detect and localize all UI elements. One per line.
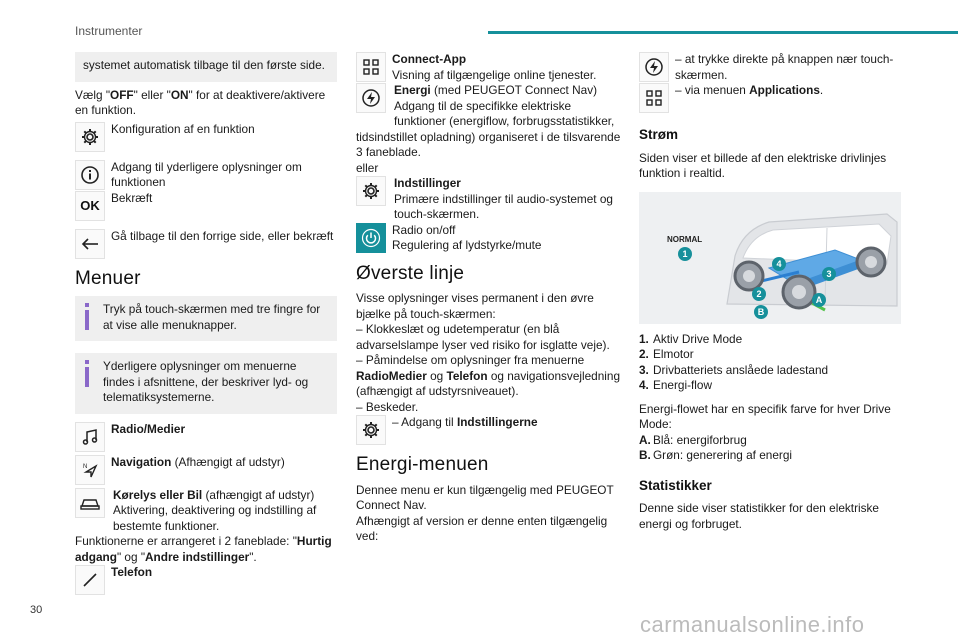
energi-menuen-heading: Energi-menuen <box>356 454 489 475</box>
info-note-text: Yderligere oplysninger om menuerne findes i afsnittene, der beskriver lyd- og telematiksystemerne. <box>103 359 309 404</box>
list-item: 3. Drivbatteriets anslåede ladestand <box>639 362 829 377</box>
overste-p2: – Klokkeslæt og udetemperatur (en blå advarselslampe lyser ved risiko for isglatte veje). <box>356 322 610 352</box>
off-label: OFF <box>110 87 134 102</box>
info-note-2 <box>75 353 337 414</box>
menu-car: Kørelys eller Bil (afhængigt af udstyr) Aktivering, deaktivering og indstilling af bestemte funktioner. <box>75 488 337 535</box>
header-accent-bar <box>488 31 958 34</box>
svg-text:3: 3 <box>826 268 832 279</box>
watermark: carmanualsonline.info <box>640 612 865 637</box>
svg-text:4: 4 <box>776 258 782 269</box>
list-item: A. Blå: energiforbrug <box>639 432 747 447</box>
callout-a <box>812 293 826 307</box>
strom-paragraph: Siden viser et billede af den elektriske drivlinjes funktion i realtid. <box>639 150 887 180</box>
info-note-text: Tryk på touch-skærmen med tre fingre for at vise alle menuknapper. <box>103 302 321 332</box>
gear-icon <box>356 415 386 445</box>
note-continuation <box>75 52 337 82</box>
svg-text:N: N <box>83 463 88 470</box>
on-label: ON <box>170 87 189 102</box>
music-note-icon <box>75 422 105 452</box>
overste-linje-heading: Øverste linje <box>356 262 465 284</box>
callout-b <box>754 305 768 319</box>
powertrain-figure <box>639 192 901 324</box>
list-item: 2. Elmotor <box>639 347 694 361</box>
column-2 <box>356 52 622 545</box>
icon-row-text: Konfiguration af en funktion <box>111 121 255 136</box>
page-number: 30 <box>30 604 43 616</box>
menu-radio-power: Radio on/off Regulering af lydstyrke/mute <box>356 223 622 254</box>
flow-list <box>639 433 901 464</box>
callout-1 <box>678 247 692 261</box>
lightning-icon <box>356 83 386 113</box>
van-illustration <box>639 192 901 324</box>
menu-label: Kørelys eller Bil <box>113 487 203 502</box>
adgang-row: – Adgang til Indstillingerne <box>356 415 622 445</box>
icon-row-info <box>75 160 337 191</box>
menu-label: Navigation <box>111 454 172 469</box>
menu-telephone <box>75 565 337 595</box>
list-item: B. Grøn: generering af energi <box>639 448 793 462</box>
flow-paragraph: Energi-flowet har en specifik farve for hver Drive Mode: <box>639 401 891 431</box>
callout-4 <box>772 257 786 271</box>
apps-grid-icon <box>356 52 386 82</box>
info-note-1 <box>75 296 337 341</box>
list-item: 1. Aktiv Drive Mode <box>639 331 743 346</box>
drive-mode-label: NORMAL <box>667 234 703 244</box>
eller-text: eller <box>356 160 379 175</box>
icon-row-configure <box>75 122 337 152</box>
menu-connect-app: Connect-App Visning af tilgængelige online tjenester. <box>356 52 622 83</box>
icon-row-text: Bekræft <box>111 190 153 205</box>
info-icon <box>85 303 89 307</box>
navigation-arrow-icon <box>75 455 105 485</box>
strom-heading: Strøm <box>639 127 679 142</box>
statistikker-paragraph: Denne side viser statistikker for den elektriske energi og forbruget. <box>639 501 879 531</box>
svg-text:1: 1 <box>682 248 688 259</box>
icon-row-text: Gå tilbage til den forrige side, eller bekræft <box>111 228 334 243</box>
car-icon <box>75 488 105 518</box>
ok-button-icon: OK <box>75 191 105 221</box>
menu-radio-media <box>75 422 337 452</box>
svg-text:A: A <box>815 294 823 305</box>
menu-label: Indstillinger <box>394 176 461 190</box>
overste-p3: – Påmindelse om oplysninger fra menuerne RadioMedier og Telefon og navigationsvejledning (afhængigt af udstyrsniveauet). <box>356 353 621 398</box>
functions-paragraph: Funktionerne er arrangeret i 2 faneblade: "Hurtig adgang" og "Andre indstillinger". <box>75 534 332 564</box>
figure-legend <box>639 332 901 394</box>
gear-icon <box>356 176 386 206</box>
gear-icon <box>75 122 105 152</box>
statistikker-heading: Statistikker <box>639 477 712 493</box>
section-header: Instrumenter <box>75 24 143 38</box>
icon-row-ok <box>75 191 337 221</box>
lightning-icon <box>639 52 669 82</box>
info-icon <box>85 360 89 364</box>
menu-indstillinger: Indstillinger Primære indstillinger til audio-systemet og touch-skærmen. <box>356 176 622 223</box>
icon-row-back <box>75 229 337 259</box>
menu-label: Radio/Medier <box>111 421 186 436</box>
menu-navigation: N Navigation (Afhængigt af udstyr) <box>75 455 337 485</box>
phone-icon <box>75 565 105 595</box>
info-icon <box>75 160 105 190</box>
menuer-heading: Menuer <box>75 267 141 289</box>
column-3 <box>639 52 901 532</box>
trykke-row: – at trykke direkte på knappen nær touch-skærmen. <box>639 52 901 83</box>
list-item: 4. Energi-flow <box>639 378 713 392</box>
menu-label: Telefon <box>111 565 153 579</box>
back-arrow-icon <box>75 229 105 259</box>
note-continuation-text: systemet automatisk tilbage til den første side. <box>83 58 325 72</box>
callout-3 <box>822 267 836 281</box>
via-row: – via menuen Applications. <box>639 83 901 113</box>
vaelg-paragraph: Vælg "OFF" eller "ON" for at deaktivere/aktivere en funktion. <box>75 87 326 117</box>
svg-text:B: B <box>757 306 765 317</box>
power-icon <box>356 223 386 253</box>
icon-row-text: Adgang til yderligere oplysninger om funktionen <box>111 159 302 189</box>
svg-text:2: 2 <box>756 288 762 299</box>
menu-label: Energi <box>394 83 431 97</box>
apps-grid-icon <box>639 83 669 113</box>
column-1 <box>75 52 337 595</box>
overste-p4: – Beskeder. <box>356 399 419 414</box>
energi-p2: Afhængigt af version er denne enten tilgængelig ved: <box>356 513 608 543</box>
overste-p1: Visse oplysninger vises permanent i den øvre bjælke på touch-skærmen: <box>356 291 594 321</box>
callout-2 <box>752 287 766 301</box>
energi-p1: Dennee menu er kun tilgængelig med PEUGEOT Connect Nav. <box>356 482 614 512</box>
menu-label: Connect-App <box>392 52 467 66</box>
menu-energi: Energi (med PEUGEOT Connect Nav) Adgang til de specifikke elektriske funktioner (energiflow, forbrugsstatistikker, tidsindstillet opladning) organiseret i de tilsvarende 3 faneblade. <box>356 83 621 159</box>
